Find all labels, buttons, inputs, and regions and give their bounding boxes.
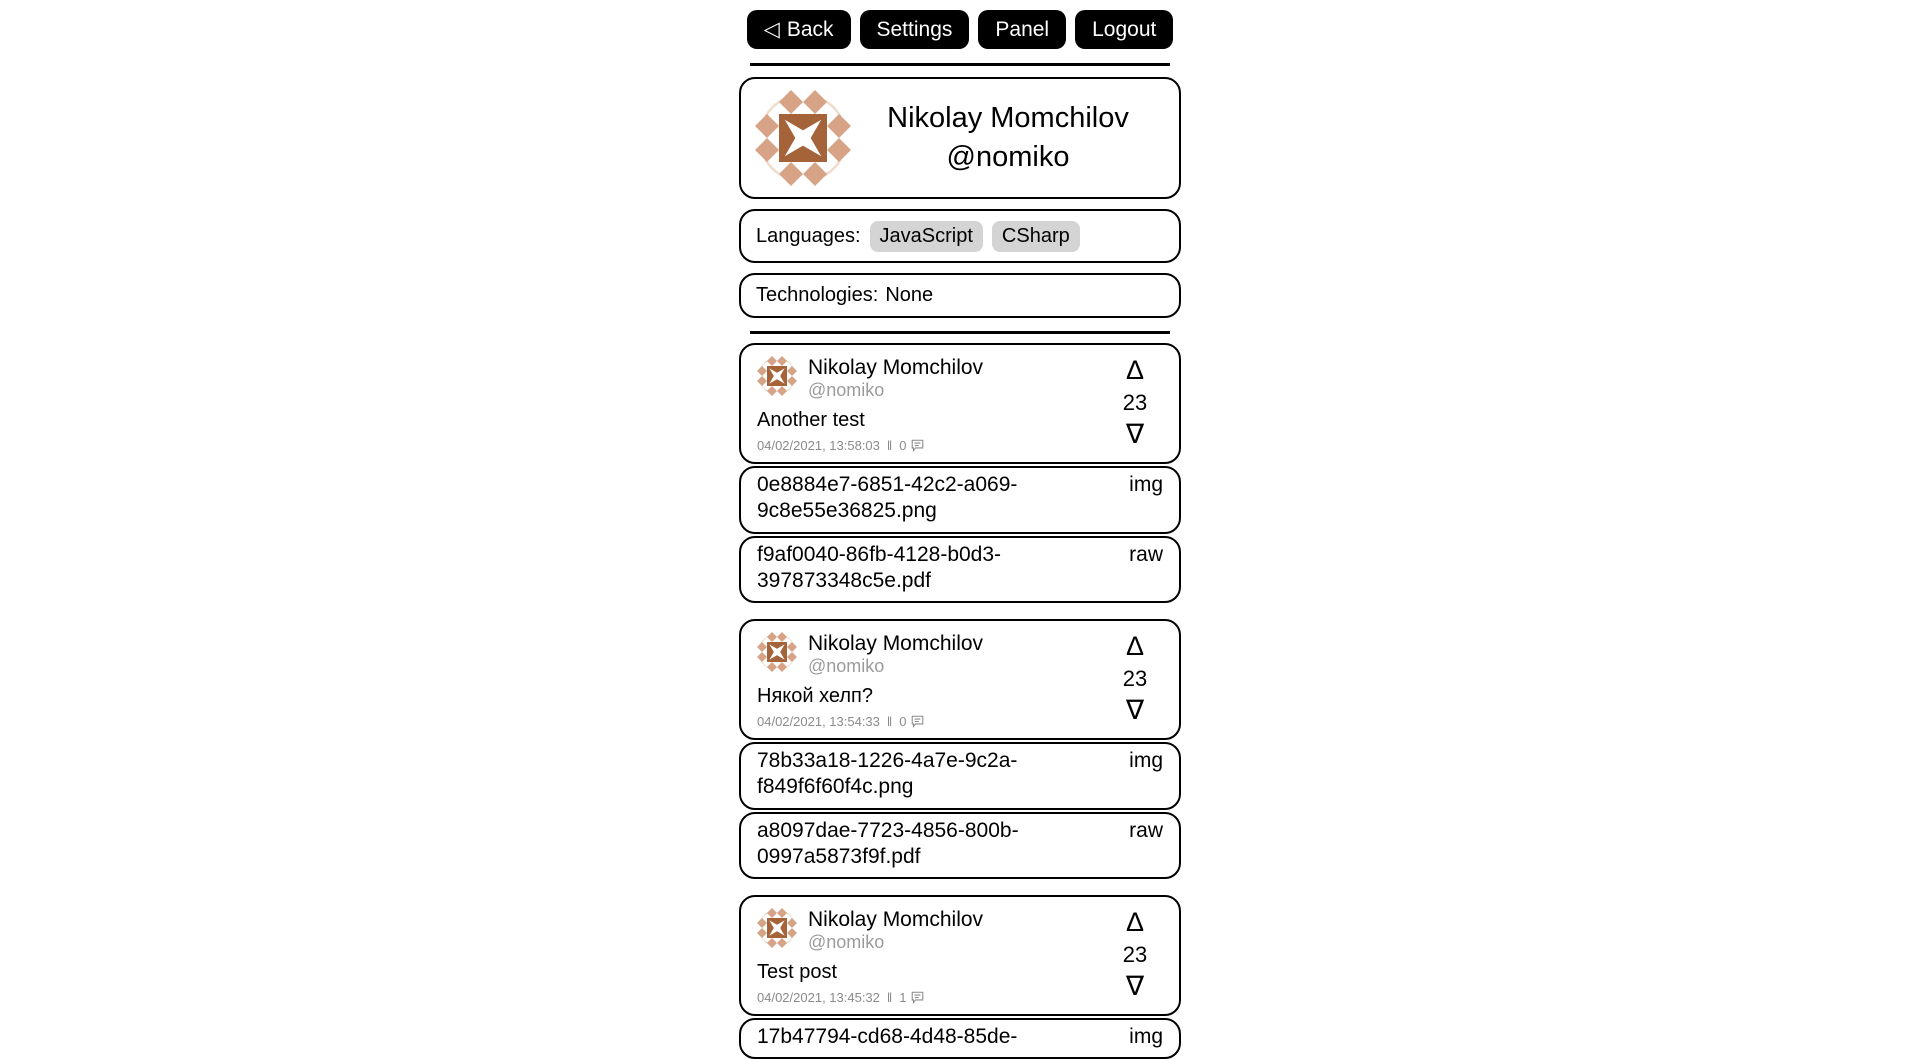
vote-column xyxy=(1107,907,1163,1006)
post-author-names xyxy=(808,907,983,953)
post-timestamp: 04/02/2021, 13:45:32 xyxy=(757,989,880,1005)
post-main xyxy=(757,355,1107,454)
technologies-label: Technologies: xyxy=(756,284,879,307)
post-author-handle: @nomiko xyxy=(808,656,885,677)
downvote-button[interactable]: ∇ xyxy=(1125,695,1145,726)
upvote-button[interactable]: Δ xyxy=(1125,907,1145,938)
technologies-value: None xyxy=(885,284,934,307)
attachment-filename: f9af0040-86fb-4128-b0d3-397873348c5e.pdf xyxy=(757,542,1002,592)
post-author-names xyxy=(808,355,983,401)
post-main xyxy=(757,907,1107,1006)
post-meta xyxy=(757,438,1107,453)
divider-feed xyxy=(750,331,1170,334)
attachment-list xyxy=(739,1018,1181,1059)
comment-count: 1 xyxy=(899,989,907,1005)
speech-bubble-icon xyxy=(911,439,924,452)
posts-feed xyxy=(739,343,1181,1059)
settings-button[interactable]: Settings xyxy=(860,10,970,49)
profile-names xyxy=(851,99,1165,177)
attachment-card[interactable] xyxy=(739,742,1181,810)
comment-count-group xyxy=(899,714,923,729)
languages-card xyxy=(739,209,1181,263)
profile-avatar-identicon xyxy=(755,90,851,186)
attachment-type-badge: img xyxy=(1129,1025,1163,1049)
attachment-type-badge: img xyxy=(1129,749,1163,773)
top-navigation xyxy=(739,0,1181,49)
vote-column xyxy=(1107,631,1163,730)
language-tag-javascript: JavaScript xyxy=(870,221,983,252)
post-card[interactable] xyxy=(739,895,1181,1016)
post-timestamp: 04/02/2021, 13:54:33 xyxy=(757,713,880,729)
languages-label: Languages: xyxy=(756,224,861,247)
post-meta xyxy=(757,714,1107,729)
post-card[interactable] xyxy=(739,343,1181,464)
comment-count: 0 xyxy=(899,437,907,453)
post-author-row xyxy=(757,907,1107,953)
post-block xyxy=(739,619,1181,879)
vote-column xyxy=(1107,355,1163,454)
post-title: Test post xyxy=(757,960,838,983)
attachment-type-badge: img xyxy=(1129,473,1163,497)
downvote-button[interactable]: ∇ xyxy=(1125,971,1145,1002)
post-block xyxy=(739,895,1181,1059)
back-button[interactable] xyxy=(747,10,851,49)
comment-count-group xyxy=(899,438,923,453)
post-author-name: Nikolay Momchilov xyxy=(808,908,984,932)
post-title: Another test xyxy=(757,408,865,431)
back-arrow-icon: ◁ xyxy=(763,18,780,41)
post-timestamp: 04/02/2021, 13:58:03 xyxy=(757,437,880,453)
comment-count-group xyxy=(899,990,923,1005)
profile-page xyxy=(739,0,1181,1059)
meta-separator: ‖ xyxy=(886,989,893,1005)
speech-bubble-icon xyxy=(911,715,924,728)
post-author-name: Nikolay Momchilov xyxy=(808,632,984,656)
post-block xyxy=(739,343,1181,603)
post-author-handle: @nomiko xyxy=(808,932,885,953)
attachment-card[interactable] xyxy=(739,1018,1181,1059)
post-meta xyxy=(757,990,1107,1005)
post-author-handle: @nomiko xyxy=(808,380,885,401)
back-button-label: Back xyxy=(786,18,834,41)
attachment-type-badge: raw xyxy=(1129,818,1163,842)
attachment-filename: a8097dae-7723-4856-800b-0997a5873f9f.pdf xyxy=(757,818,1019,868)
vote-count: 23 xyxy=(1122,665,1148,691)
attachment-filename: 17b47794-cd68-4d48-85de- xyxy=(757,1025,1018,1049)
upvote-button[interactable]: Δ xyxy=(1125,355,1145,386)
profile-handle: @nomiko xyxy=(946,141,1070,174)
technologies-card xyxy=(739,273,1181,318)
post-author-names xyxy=(808,631,983,677)
language-tag-csharp: CSharp xyxy=(992,221,1080,252)
attachment-card[interactable] xyxy=(739,466,1181,534)
divider-top xyxy=(750,63,1170,66)
vote-count: 23 xyxy=(1122,941,1148,967)
upvote-button[interactable]: Δ xyxy=(1125,631,1145,662)
meta-separator: ‖ xyxy=(886,437,893,453)
logout-button[interactable]: Logout xyxy=(1075,10,1173,49)
downvote-button[interactable]: ∇ xyxy=(1125,419,1145,450)
post-main xyxy=(757,631,1107,730)
attachment-card[interactable] xyxy=(739,812,1181,880)
speech-bubble-icon xyxy=(911,991,924,1004)
post-title: Някой хелп? xyxy=(757,684,873,707)
post-card[interactable] xyxy=(739,619,1181,740)
comment-count: 0 xyxy=(899,713,907,729)
post-author-name: Nikolay Momchilov xyxy=(808,356,984,380)
post-author-avatar-identicon xyxy=(757,632,797,672)
attachment-card[interactable] xyxy=(739,536,1181,604)
profile-name: Nikolay Momchilov xyxy=(887,101,1129,134)
panel-button[interactable]: Panel xyxy=(978,10,1066,49)
vote-count: 23 xyxy=(1122,389,1148,415)
attachment-filename: 78b33a18-1226-4a7e-9c2a-f849f6f60f4c.png xyxy=(757,749,1018,799)
post-author-row xyxy=(757,631,1107,677)
post-author-row xyxy=(757,355,1107,401)
post-author-avatar-identicon xyxy=(757,356,797,396)
attachment-filename: 0e8884e7-6851-42c2-a069-9c8e55e36825.png xyxy=(757,473,1018,523)
profile-card xyxy=(739,77,1181,199)
post-author-avatar-identicon xyxy=(757,908,797,948)
attachment-list xyxy=(739,742,1181,879)
meta-separator: ‖ xyxy=(886,713,893,729)
attachment-list xyxy=(739,466,1181,603)
attachment-type-badge: raw xyxy=(1129,542,1163,566)
